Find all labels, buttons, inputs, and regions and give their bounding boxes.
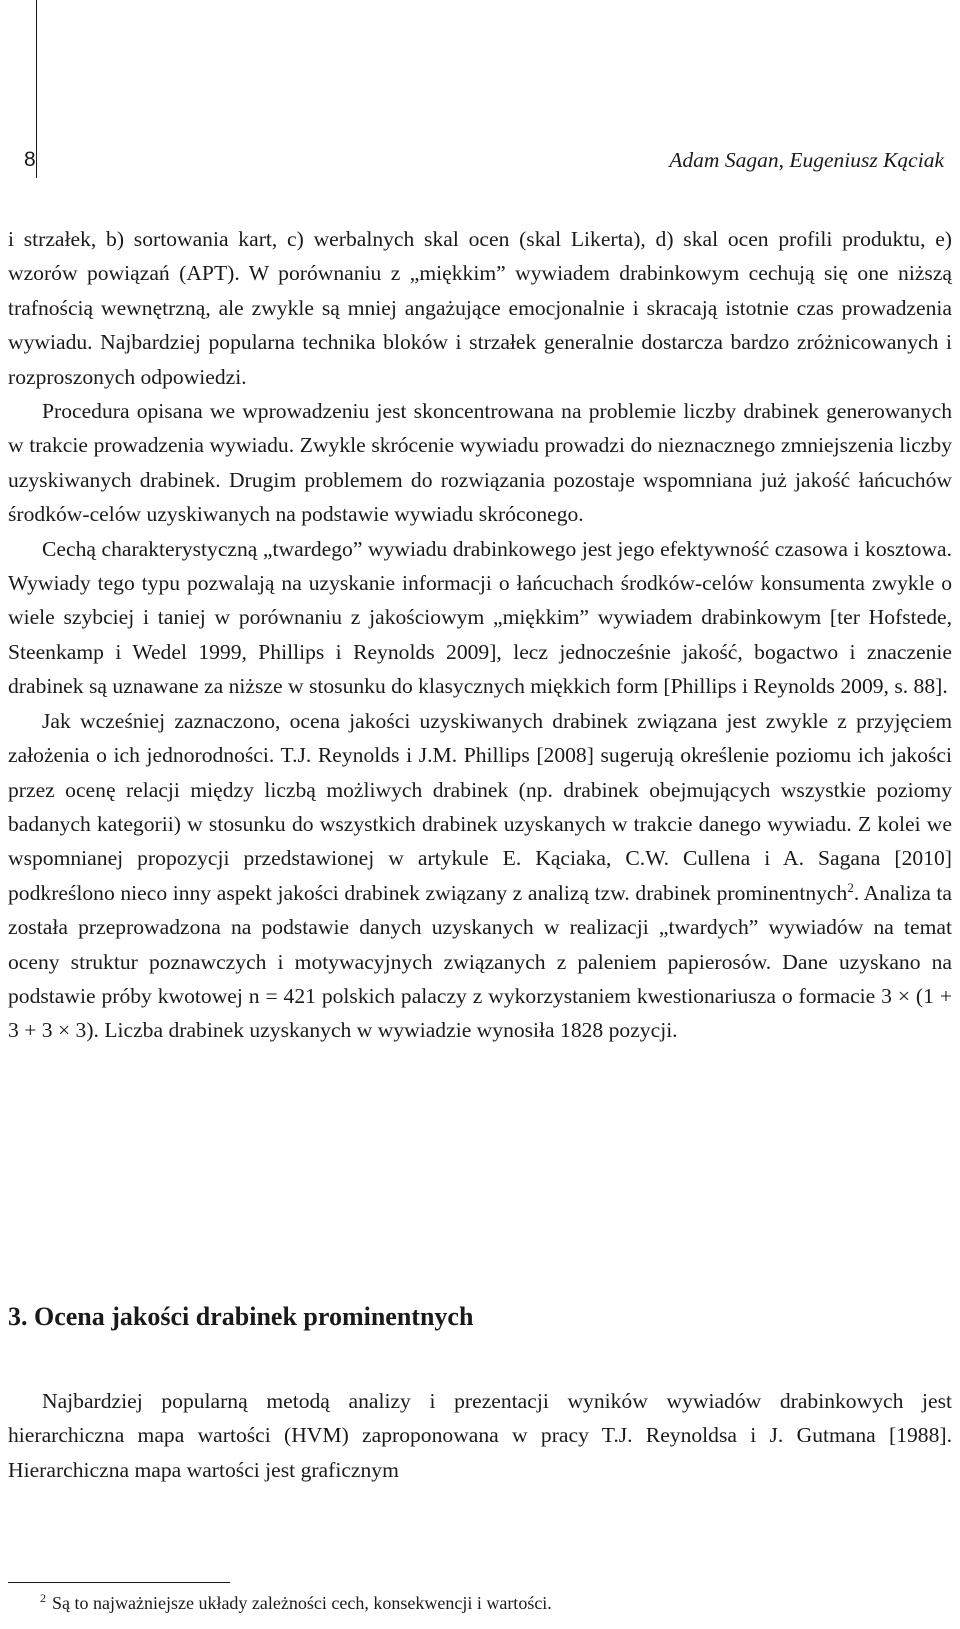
paragraph-4	[8, 704, 952, 1048]
section-paragraph: Najbardziej popularną metodą analizy i prezentacji wyników wywiadów drabinkowych jest hierarchiczna mapa wartości (HVM) zaproponowana w pracy T.J. Reynoldsa i J. Gutmana [1988]. Hierarchiczna mapa wartości jest graficznym	[8, 1389, 952, 1482]
footnote-text: Są to najważniejsze układy zależności cech, konsekwencji i wartości.	[52, 1593, 552, 1613]
page-number: 8	[24, 148, 36, 171]
paragraph-1: i strzałek, b) sortowania kart, c) werbalnych skal ocen (skal Likerta), d) skal ocen profili produktu, e) wzorów powiązań (APT). W porównaniu z „miękkim” wywiadem drabinkowym cechują się one niższą trafnością wewnętrzną, ale zwykle są mniej angażujące emocjonalnie i skracają istotnie czas prowadzenia wywiadu. Najbardziej popularna technika bloków i strzałek generalnie dostarcza bardzo zróżnicowanych i rozproszonych odpowiedzi.	[8, 227, 952, 389]
section-body	[8, 1384, 952, 1487]
paragraph-3: Cechą charakterystyczną „twardego” wywiadu drabinkowego jest jego efektywność czasowa i kosztowa. Wywiady tego typu pozwalają na uzyskanie informacji o łańcuchach środków-celów konsumenta zwykle o wiele szybciej i taniej w porównaniu z jakościowym „miękkim” wywiadem drabinkowym [ter Hofstede, Steenkamp i Wedel 1999, Phillips i Reynolds 2009], lecz jednocześnie jakość, bogactwo i znaczenie drabinek są uznawane za niższe w stosunku do klasycznych miękkich form [Phillips i Reynolds 2009, s. 88].	[8, 536, 952, 699]
paragraph-4-text-before-note: Jak wcześniej zaznaczono, ocena jakości uzyskiwanych drabinek związana jest zwykle z przyjęciem założenia o ich jednorodności. T.J. Reynolds i J.M. Phillips [2008] sugerują określenie poziomu ich jakości przez ocenę relacji między liczbą możliwych drabinek (np. drabinek obejmujących wszystkie poziomy badanych kategorii) w stosunku do wszystkich drabinek uzyskanych w trakcie danego wywiadu. Z kolei we wspomnianej propozycji przedstawionej w artykule E. Kąciaka, C.W. Cullena i A. Sagana [2010] podkreślono nieco inny aspekt jakości drabinek związany z analizą tzw. drabinek prominentnych	[8, 708, 952, 905]
paragraph-2: Procedura opisana we wprowadzeniu jest skoncentrowana na problemie liczby drabinek generowanych w trakcie prowadzenia wywiadu. Zwykle skrócenie wywiadu prowadzi do nieznacznego zmniejszenia liczby uzyskiwanych drabinek. Drugim problemem do rozwiązania pozostaje wspomniana już jakość łańcuchów środków-celów uzyskiwanych na podstawie wywiadu skróconego.	[8, 399, 952, 527]
running-header	[24, 146, 944, 178]
body-text	[8, 222, 952, 1048]
footnote	[40, 1590, 552, 1616]
section-heading: 3. Ocena jakości drabinek prominentnych	[8, 1302, 474, 1331]
paragraph-4-text-after-note: . Analiza ta została przeprowadzona na podstawie danych uzyskanych w realizacji „twardych” wywiadów na temat oceny struktur poznawczych i motywacyjnych związanych z paleniem papierosów. Dane uzyskano na podstawie próby kwotowej n = 421 polskich palaczy z wykorzystaniem kwestionariusza o formacie 3 × (1 + 3 + 3 × 3). Liczba drabinek uzyskanych w wywiadzie wynosiła 1828 pozycji.	[8, 880, 952, 1043]
footnote-separator	[8, 1582, 230, 1583]
footnote-mark: 2	[40, 1591, 46, 1605]
footnote-reference-2[interactable]: 2	[847, 879, 854, 895]
running-header-authors: Adam Sagan, Eugeniusz Kąciak	[669, 148, 944, 172]
